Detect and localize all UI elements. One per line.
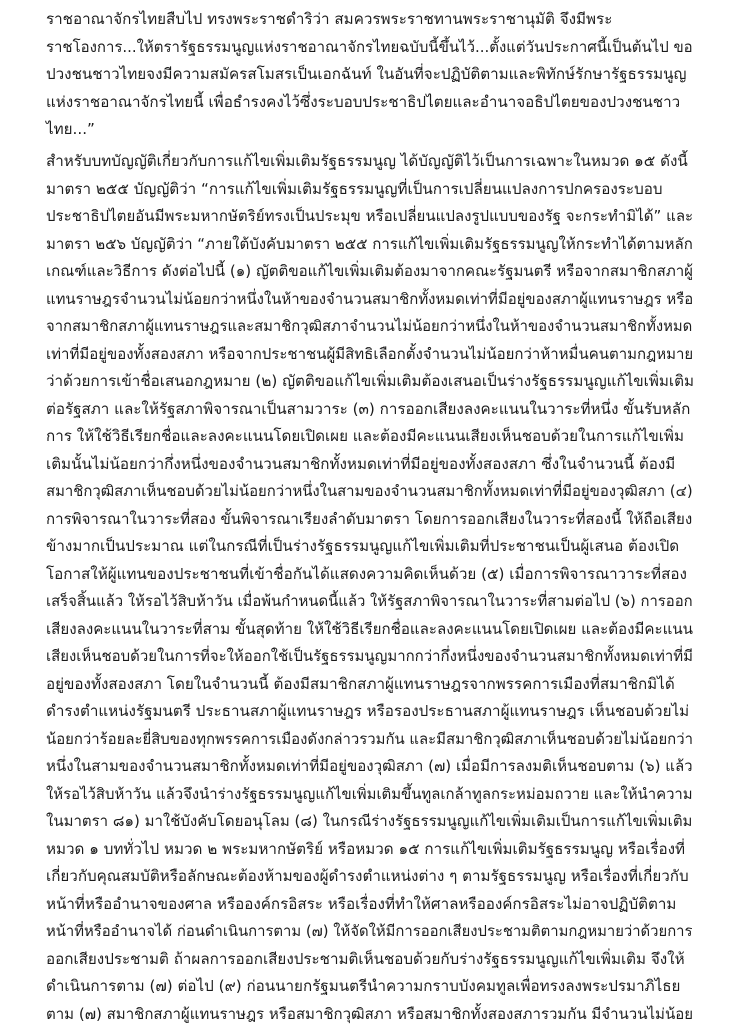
body-text-line: หน้าที่หรืออำนาจของศาล หรือองค์กรอิสระ หรือเรื่องที่ทำให้ศาลหรือองค์กรอิสระไม่อาจปฏิบัติตาม <box>46 891 696 919</box>
body-text-line: ให้รอไว้สิบห้าวัน แล้วจึงนำร่างรัฐธรรมนูญแก้ไขเพิ่มเติมขึ้นทูลเกล้าทูลกระหม่อมถวาย และให้นำความ <box>46 781 696 809</box>
body-text-line: ดำเนินการตาม (๗) ต่อไป (๙) ก่อนนายกรัฐมนตรีนำความกราบบังคมทูลเพื่อทรงลงพระปรมาภิไธย <box>46 973 696 1001</box>
body-text-line: หนึ่งในสามของจำนวนสมาชิกทั้งหมดเท่าที่มีอยู่ของวุฒิสภา (๗) เมื่อมีการลงมติเห็นชอบตาม (๖) แล้ว <box>46 753 696 781</box>
body-text-line: เสียงลงคะแนนในวาระที่สาม ขั้นสุดท้าย ให้ใช้วิธีเรียกชื่อและลงคะแนนโดยเปิดเผย และต้องมีคะแนน <box>46 616 696 644</box>
quote-text-line: แห่งราชอาณาจักรไทยนี้ เพื่อธำรงคงไว้ซึ่งระบอบประชาธิปไตยและอำนาจอธิปไตยของปวงชนชาว <box>46 89 696 117</box>
body-text-line: ประชาธิปไตยอันมีพระมหากษัตริย์ทรงเป็นประมุข หรือเปลี่ยนแปลงรูปแบบของรัฐ จะกระทำมิได้” และ <box>46 203 696 231</box>
quote-text-line: ไทย...” <box>46 116 696 144</box>
body-text-line: สำหรับบทบัญญัติเกี่ยวกับการแก้ไขเพิ่มเติมรัฐธรรมนูญ ได้บัญญัติไว้เป็นการเฉพาะในหมวด ๑๕ ดังนี้ <box>46 148 696 176</box>
body-text-line: มาตรา ๒๕๕ บัญญัติว่า “การแก้ไขเพิ่มเติมรัฐธรรมนูญที่เป็นการเปลี่ยนแปลงการปกครองระบอบ <box>46 176 696 204</box>
body-text-line: มาตรา ๒๕๖ บัญญัติว่า “ภายใต้บังคับมาตรา ๒๕๕ การแก้ไขเพิ่มเติมรัฐธรรมนูญให้กระทำได้ตามหลัก <box>46 231 696 259</box>
quote-text-line: ปวงชนชาวไทยจงมีความสมัครสโมสรเป็นเอกฉันท์ ในอันที่จะปฏิบัติตามและพิทักษ์รักษารัฐธรรมนูญ <box>46 61 696 89</box>
body-text-line: หมวด ๑ บททั่วไป หมวด ๒ พระมหากษัตริย์ หรือหมวด ๑๕ การแก้ไขเพิ่มเติมรัฐธรรมนูญ หรือเรื่องที่ <box>46 836 696 864</box>
body-text-line: ออกเสียงประชามติ ถ้าผลการออกเสียงประชามติเห็นชอบด้วยกับร่างรัฐธรรมนูญแก้ไขเพิ่มเติม จึงให้ <box>46 946 696 974</box>
body-text-line: ต่อรัฐสภา และให้รัฐสภาพิจารณาเป็นสามวาระ (๓) การออกเสียงลงคะแนนในวาระที่หนึ่ง ขั้นรับหลัก <box>46 396 696 424</box>
quoted-preamble-paragraph <box>46 6 696 144</box>
body-text-line: ดำรงตำแหน่งรัฐมนตรี ประธานสภาผู้แทนราษฎร หรือรองประธานสภาผู้แทนราษฎร เห็นชอบด้วยไม่ <box>46 698 696 726</box>
body-text-line: เสียงเห็นชอบด้วยในการที่จะให้ออกใช้เป็นรัฐธรรมนูญมากกว่ากึ่งหนึ่งของจำนวนสมาชิกทั้งหมดเท่าที่มี <box>46 643 696 671</box>
body-text-line: การพิจารณาในวาระที่สอง ขั้นพิจารณาเรียงลำดับมาตรา โดยการออกเสียงในวาระที่สองนี้ ให้ถือเสียง <box>46 506 696 534</box>
body-text-line: ตาม (๗) สมาชิกสภาผู้แทนราษฎร หรือสมาชิกวุฒิสภา หรือสมาชิกทั้งสองสภารวมกัน มีจำนวนไม่น้อย <box>46 1001 696 1028</box>
body-text-line: การ ให้ใช้วิธีเรียกชื่อและลงคะแนนโดยเปิดเผย และต้องมีคะแนนเสียงเห็นชอบด้วยในการแก้ไขเพิ่ม <box>46 423 696 451</box>
body-text-line: ในมาตรา ๘๑) มาใช้บังคับโดยอนุโลม (๘) ในกรณีร่างรัฐธรรมนูญแก้ไขเพิ่มเติมเป็นการแก้ไขเพิ่มเติม <box>46 808 696 836</box>
body-text-line: จากสมาชิกสภาผู้แทนราษฎรและสมาชิกวุฒิสภาจำนวนไม่น้อยกว่าหนึ่งในห้าของจำนวนสมาชิกทั้งหมด <box>46 313 696 341</box>
body-text-line: แทนราษฎรจำนวนไม่น้อยกว่าหนึ่งในห้าของจำนวนสมาชิกทั้งหมดเท่าที่มีอยู่ของสภาผู้แทนราษฎร หรือ <box>46 286 696 314</box>
body-text-line: น้อยกว่าร้อยละยี่สิบของทุกพรรคการเมืองดังกล่าวรวมกัน และมีสมาชิกวุฒิสภาเห็นชอบด้วยไม่น้อยกว่า <box>46 726 696 754</box>
body-text-line: ข้างมากเป็นประมาณ แต่ในกรณีที่เป็นร่างรัฐธรรมนูญแก้ไขเพิ่มเติมที่ประชาชนเป็นผู้เสนอ ต้องเปิด <box>46 533 696 561</box>
quote-text-line: ราชอาณาจักรไทยสืบไป ทรงพระราชดำริว่า สมควรพระราชทานพระราชานุมัติ จึงมีพระ <box>46 6 696 34</box>
body-text-line: เกี่ยวกับคุณสมบัติหรือลักษณะต้องห้ามของผู้ดำรงตำแหน่งต่าง ๆ ตามรัฐธรรมนูญ หรือเรื่องที่เกี่ยวกับ <box>46 863 696 891</box>
amendment-provisions-paragraph <box>46 148 696 1028</box>
body-text-line: เสร็จสิ้นแล้ว ให้รอไว้สิบห้าวัน เมื่อพ้นกำหนดนี้แล้ว ให้รัฐสภาพิจารณาในวาระที่สามต่อไป (๖) การออก <box>46 588 696 616</box>
body-text-line: หน้าที่หรืออำนาจได้ ก่อนดำเนินการตาม (๗) ให้จัดให้มีการออกเสียงประชามติตามกฎหมายว่าด้วยการ <box>46 918 696 946</box>
body-text-line: สมาชิกวุฒิสภาเห็นชอบด้วยไม่น้อยกว่าหนึ่งในสามของจำนวนสมาชิกทั้งหมดเท่าที่มีอยู่ของวุฒิสภา (๔) <box>46 478 696 506</box>
body-text-line: เกณฑ์และวิธีการ ดังต่อไปนี้ (๑) ญัตติขอแก้ไขเพิ่มเติมต้องมาจากคณะรัฐมนตรี หรือจากสมาชิกสภาผู้ <box>46 258 696 286</box>
body-text-line: เท่าที่มีอยู่ของทั้งสองสภา หรือจากประชาชนผู้มีสิทธิเลือกตั้งจำนวนไม่น้อยกว่าห้าหมื่นคนตามกฎหมาย <box>46 341 696 369</box>
body-text-line: โอกาสให้ผู้แทนของประชาชนที่เข้าชื่อกันได้แสดงความคิดเห็นด้วย (๕) เมื่อการพิจารณาวาระที่สอง <box>46 561 696 589</box>
body-text-line: ว่าด้วยการเข้าชื่อเสนอกฎหมาย (๒) ญัตติขอแก้ไขเพิ่มเติมต้องเสนอเป็นร่างรัฐธรรมนูญแก้ไขเพิ่มเติม <box>46 368 696 396</box>
quote-text-line: ราชโองการ...ให้ตรารัฐธรรมนูญแห่งราชอาณาจักรไทยฉบับนี้ขึ้นไว้...ตั้งแต่วันประกาศนี้เป็นต้นไป ขอ <box>46 34 696 62</box>
body-text-line: เติมนั้นไม่น้อยกว่ากึ่งหนึ่งของจำนวนสมาชิกทั้งหมดเท่าที่มีอยู่ของทั้งสองสภา ซึ่งในจำนวนนี้ ต้องมี <box>46 451 696 479</box>
body-text-line: อยู่ของทั้งสองสภา โดยในจำนวนนี้ ต้องมีสมาชิกสภาผู้แทนราษฎรจากพรรคการเมืองที่สมาชิกมิได้ <box>46 671 696 699</box>
